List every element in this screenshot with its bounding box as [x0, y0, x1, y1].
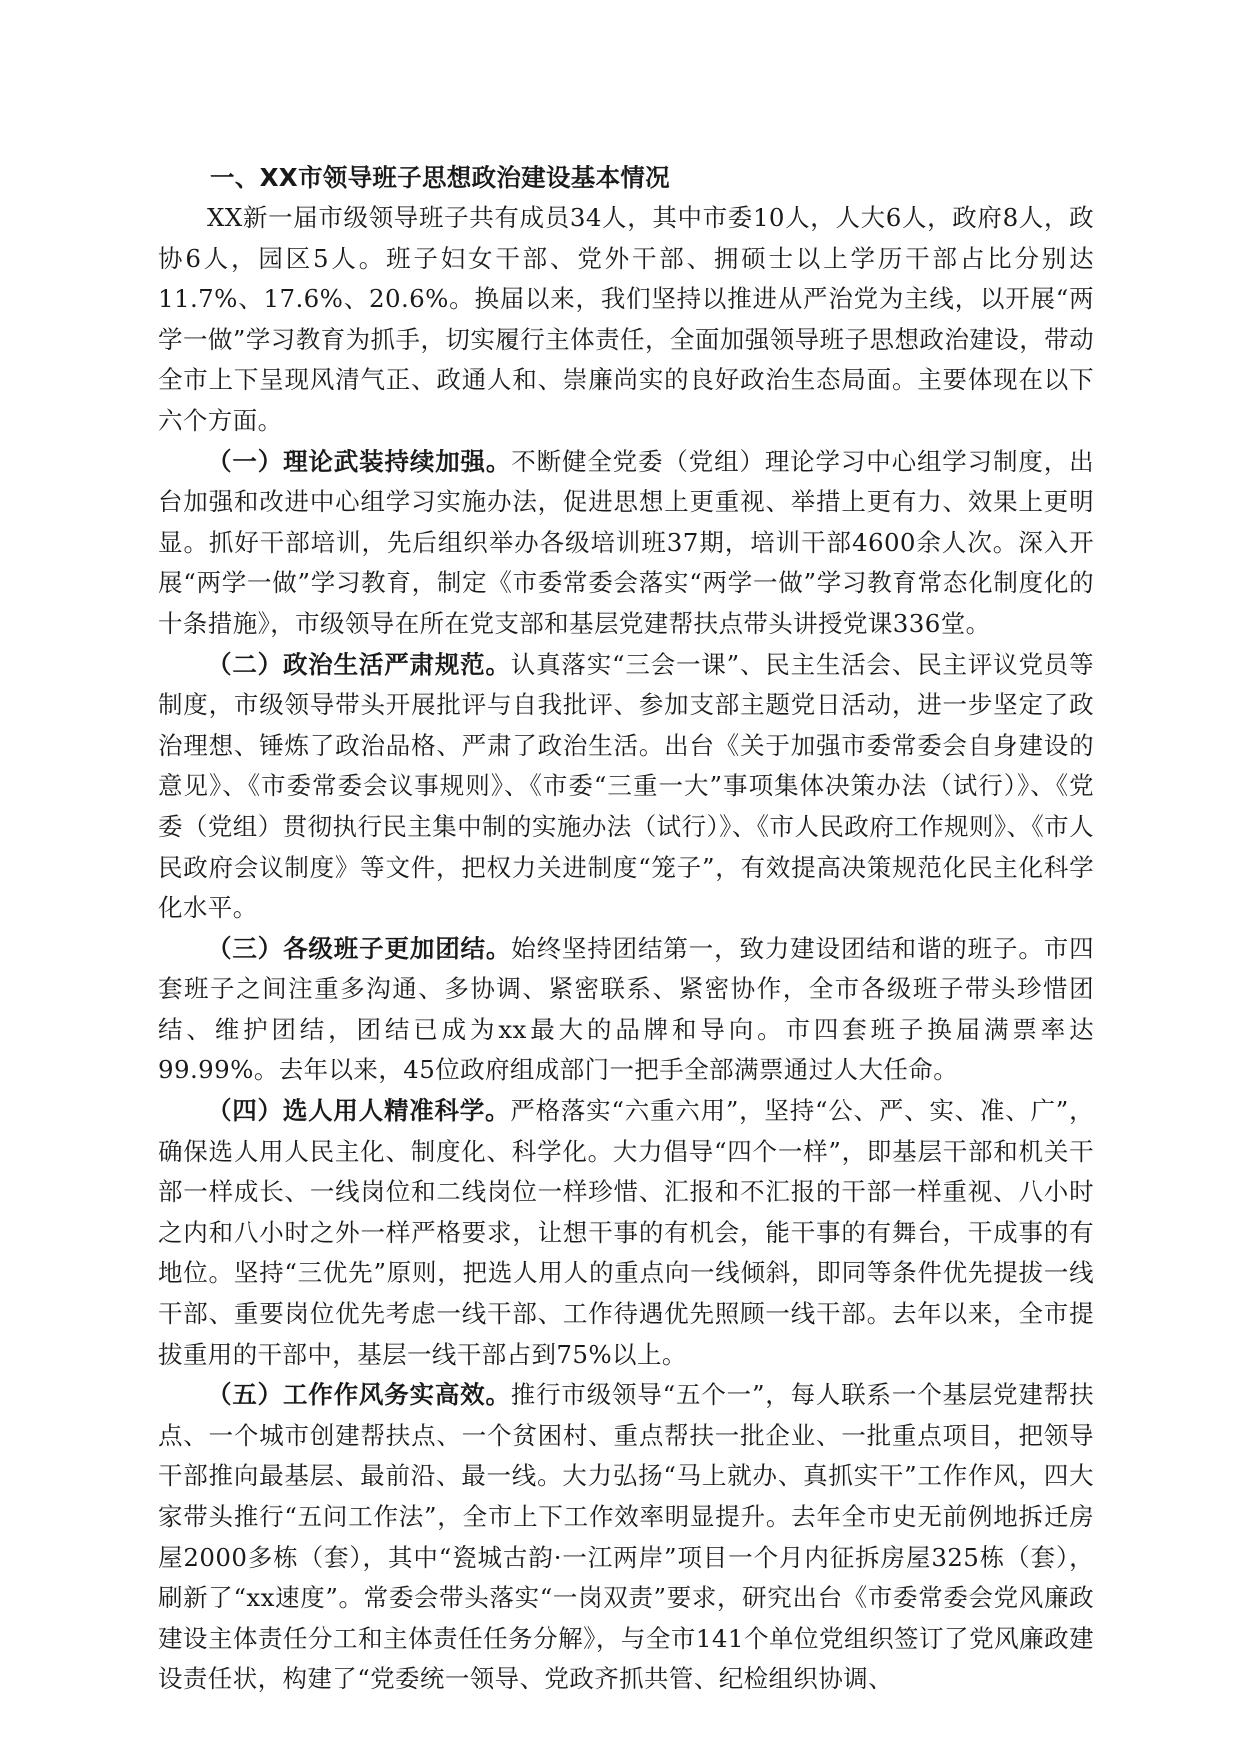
section-2-lead: （二）政治生活严肃规范。 [207, 649, 511, 679]
section-1-text: 不断健全党委（党组）理论学习中心组学习制度，出台加强和改进中心组学习实施办法，促进思想上更重视、举措上更有力、效果上更明显。抓好干部培训，先后组织举办各级培训班37期，培训干部4600余人次。深入开展“两学一做”学习教育，制定《市委常委会落实“两学一做”学习教育常态化制度化的十条措施》，市级领导在所在党支部和基层党建帮扶点带头讲授党课336堂。 [158, 446, 1094, 638]
section-4-text: 严格落实“六重六用”，坚持“公、严、实、准、广”，确保选人用人民主化、制度化、科学化。大力倡导“四个一样”，即基层干部和机关干部一样成长、一线岗位和二线岗位一样珍惜、汇报和不汇报的干部一样重视、八小时之内和八小时之外一样严格要求，让想干事的有机会，能干事的有舞台，干成事的有地位。坚持“三优先”原则，把选人用人的重点向一线倾斜，即同等条件优先提拔一线干部、重要岗位优先考虑一线干部、工作待遇优先照顾一线干部。去年以来，全市提拔重用的干部中，基层一线干部占到75%以上。 [158, 1096, 1094, 1369]
section-3-paragraph [158, 929, 1094, 1091]
section-5-text: 推行市级领导“五个一”，每人联系一个基层党建帮扶点、一个城市创建帮扶点、一个贫困村、重点帮扶一批企业、一批重点项目，把领导干部推向最基层、最前沿、最一线。大力弘扬“马上就办、真抓实干”工作作风，四大家带头推行“五问工作法”，全市上下工作效率明显提升。去年全市史无前例地拆迁房屋2000多栋（套），其中“瓷城古韵·一江两岸”项目一个月内征拆房屋325栋（套），刷新了“xx速度”。常委会带头落实“一岗双责”要求，研究出台《市委常委会党风廉政建设主体责任分工和主体责任任务分解》，与全市141个单位党组织签订了党风廉政建设责任状，构建了“党委统一领导、党政齐抓共管、纪检组织协调、 [158, 1380, 1094, 1694]
section-3-text: 始终坚持团结第一，致力建设团结和谐的班子。市四套班子之间注重多沟通、多协调、紧密联系、紧密协作，全市各级班子带头珍惜团结、维护团结，团结已成为xx最大的品牌和导向。市四套班子换届满票率达99.99%。去年以来，45位政府组成部门一把手全部满票通过人大任命。 [158, 933, 1094, 1085]
section-1-lead: （一）理论武装持续加强。 [207, 446, 512, 476]
section-2-text: 认真落实“三会一课”、民主生活会、民主评议党员等制度，市级领导带头开展批评与自我批评、参加支部主题党日活动，进一步坚定了政治理想、锤炼了政治品格、严肃了政治生活。出台《关于加强市委常委会自身建设的意见》、《市委常委会议事规则》、《市委“三重一大”事项集体决策办法（试行）》、《党委（党组）贯彻执行民主集中制的实施办法（试行）》、《市人民政府工作规则》、《市人民政府会议制度》等文件，把权力关进制度“笼子”，有效提高决策规范化民主化科学化水平。 [158, 649, 1094, 923]
intro-paragraph: XX新一届市级领导班子共有成员34人，其中市委10人，人大6人，政府8人，政协6人，园区5人。班子妇女干部、党外干部、拥硕士以上学历干部占比分别达11.7%、17.6%、20.6%。换届以来，我们坚持以推进从严治党为主线，以开展“两学一做”学习教育为抓手，切实履行主体责任，全面加强领导班子思想政治建设，带动全市上下呈现风清气正、政通人和、崇廉尚实的良好政治生态局面。主要体现在以下六个方面。 [158, 203, 1094, 435]
section-heading: 一、XX市领导班子思想政治建设基本情况 [210, 163, 670, 192]
section-5-lead: （五）工作作风务实高效。 [207, 1380, 511, 1410]
section-4-lead: （四）选人用人精准科学。 [207, 1096, 511, 1126]
section-3-lead: （三）各级班子更加团结。 [207, 933, 512, 963]
document-page [158, 158, 1094, 1700]
section-2-paragraph [158, 645, 1094, 929]
section-5-paragraph [158, 1375, 1094, 1700]
section-1-paragraph [158, 442, 1094, 645]
section-4-paragraph [158, 1091, 1094, 1375]
